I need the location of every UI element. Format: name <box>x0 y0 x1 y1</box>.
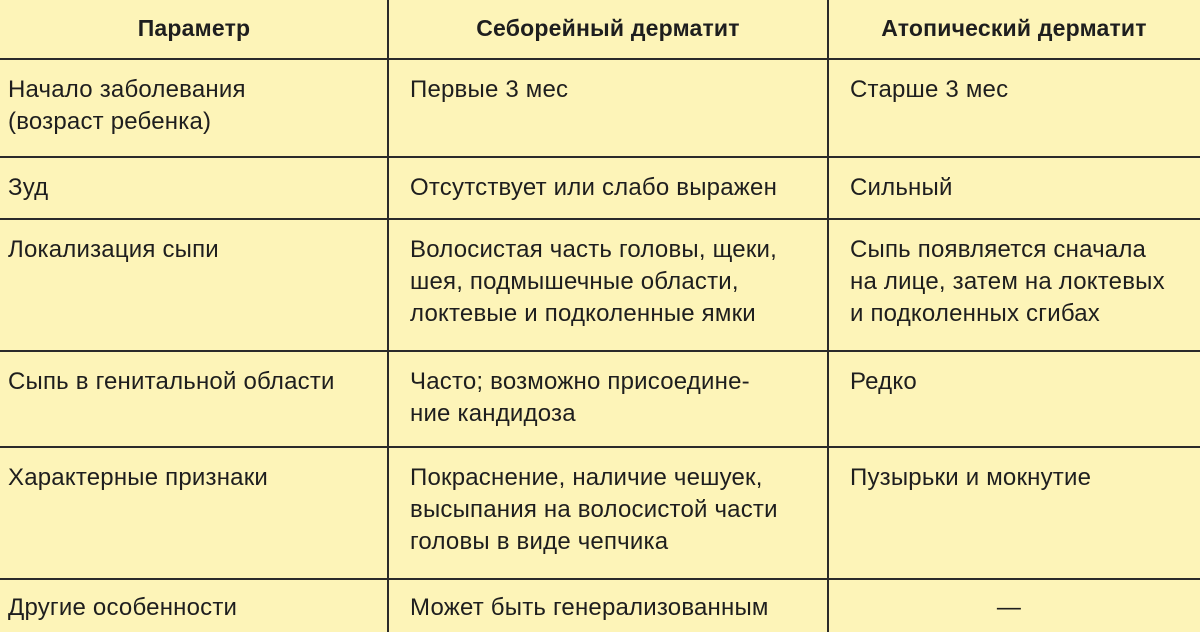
row-seborrheic: Первые 3 мес <box>410 76 569 103</box>
row-atopic: Сильный <box>850 174 953 201</box>
table-row <box>0 580 1200 632</box>
column-divider <box>387 0 389 632</box>
row-atopic: Редко <box>850 368 917 395</box>
column-divider <box>827 0 829 632</box>
row-seborrheic: Покраснение, наличие чешуек, высыпания на волосистой части головы в виде чепчика <box>410 464 778 555</box>
header-row <box>0 0 1200 60</box>
table-row <box>0 220 1200 352</box>
table-row <box>0 60 1200 158</box>
table-row <box>0 448 1200 580</box>
row-param: Характерные признаки <box>8 464 269 491</box>
row-atopic: Старше 3 мес <box>850 76 1009 103</box>
row-seborrheic: Волосистая часть головы, щеки, шея, подмышечные области, локтевые и подколенные ямки <box>410 236 778 327</box>
row-param: Начало заболевания (возраст ребенка) <box>8 76 246 135</box>
row-param: Сыпь в генитальной области <box>8 368 335 395</box>
row-atopic: Сыпь появляется сначала на лице, затем на локтевых и подколенных сгибах <box>850 236 1165 327</box>
header-seborrheic: Себорейный дерматит <box>476 15 740 41</box>
row-atopic: — <box>996 594 1022 621</box>
row-seborrheic: Может быть генерализованным <box>410 594 769 621</box>
table-row <box>0 158 1200 220</box>
header-parameter: Параметр <box>137 15 251 41</box>
row-seborrheic: Отсутствует или слабо выражен <box>410 174 778 201</box>
row-param: Другие особенности <box>8 594 238 621</box>
header-atopic: Атопический дерматит <box>881 15 1147 41</box>
row-param: Локализация сыпи <box>8 236 219 263</box>
row-param: Зуд <box>8 174 49 201</box>
table-row <box>0 352 1200 448</box>
row-atopic: Пузырьки и мокнутие <box>850 464 1092 491</box>
row-seborrheic: Часто; возможно присоедине- ние кандидоза <box>410 368 750 427</box>
